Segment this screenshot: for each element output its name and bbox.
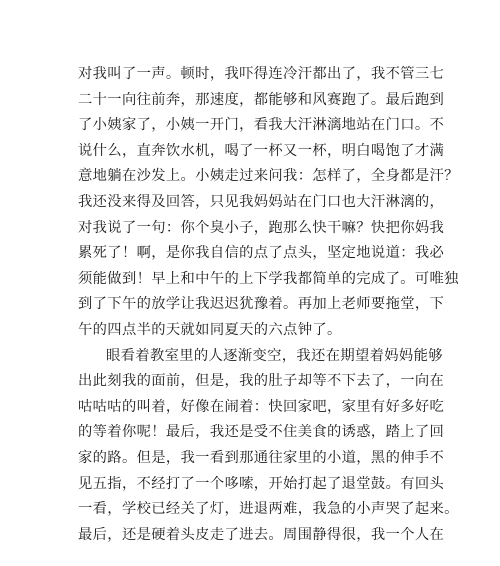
text-line: 咕咕咕的叫着，好像在闹着：快回家吧，家里有好多好吃 xyxy=(78,398,445,415)
text-line: 的等着你呢！最后，我还是受不住美食的诱惑，踏上了回 xyxy=(78,424,445,441)
text-line: 出此刻我的面前，但是，我的肚子却等不下去了，一向在 xyxy=(78,373,445,390)
text-line: 说什么，直奔饮水机，喝了一杯又一杯，明白喝饱了才满 xyxy=(78,142,445,159)
paragraph-first-line: 眼看着教室里的人逐渐变空，我还在期望着妈妈能够 xyxy=(106,347,443,364)
text-line: 我还没来得及回答，只见我妈妈站在门口也大汗淋漓的， xyxy=(78,193,445,210)
text-line: 意地躺在沙发上。小姨走过来问我：怎样了，全身都是汗？ xyxy=(78,168,459,185)
text-line: 家的路。但是，我一看到那通往家里的小道，黑的伸手不 xyxy=(78,449,445,466)
text-line: 最后，还是硬着头皮走了进去。周围静得很，我一个人在 xyxy=(78,526,445,543)
text-line: 见五指，不经打了一个哆嗦，开始打起了退堂鼓。有回头 xyxy=(78,475,445,492)
article-body xyxy=(78,62,459,548)
text-line: 午的四点半的天就如同夏天的六点钟了。 xyxy=(78,321,342,338)
text-line: 须能做到！早上和中午的上下学我都简单的完成了。可唯独 xyxy=(78,270,459,287)
text-line: 了小姨家了，小姨一开门，看我大汗淋漓地站在门口。不 xyxy=(78,117,445,134)
text-line: 二十一向往前奔，那速度，都能够和风赛跑了。最后跑到 xyxy=(78,91,445,108)
text-line: 对我说了一句：你个臭小子，跑那么快干嘛？快把你妈我 xyxy=(78,219,445,236)
text-line: 一看，学校已经关了灯，进退两难，我急的小声哭了起来。 xyxy=(78,501,459,518)
text-line: 对我叫了一声。顿时，我吓得连冷汗都出了，我不管三七 xyxy=(78,66,445,82)
text-line: 累死了！啊，是你我自信的点了点头，坚定地说道：我必 xyxy=(78,245,445,262)
text-line: 到了下午的放学让我迟迟犹豫着。再加上老师要拖堂，下 xyxy=(78,296,445,313)
